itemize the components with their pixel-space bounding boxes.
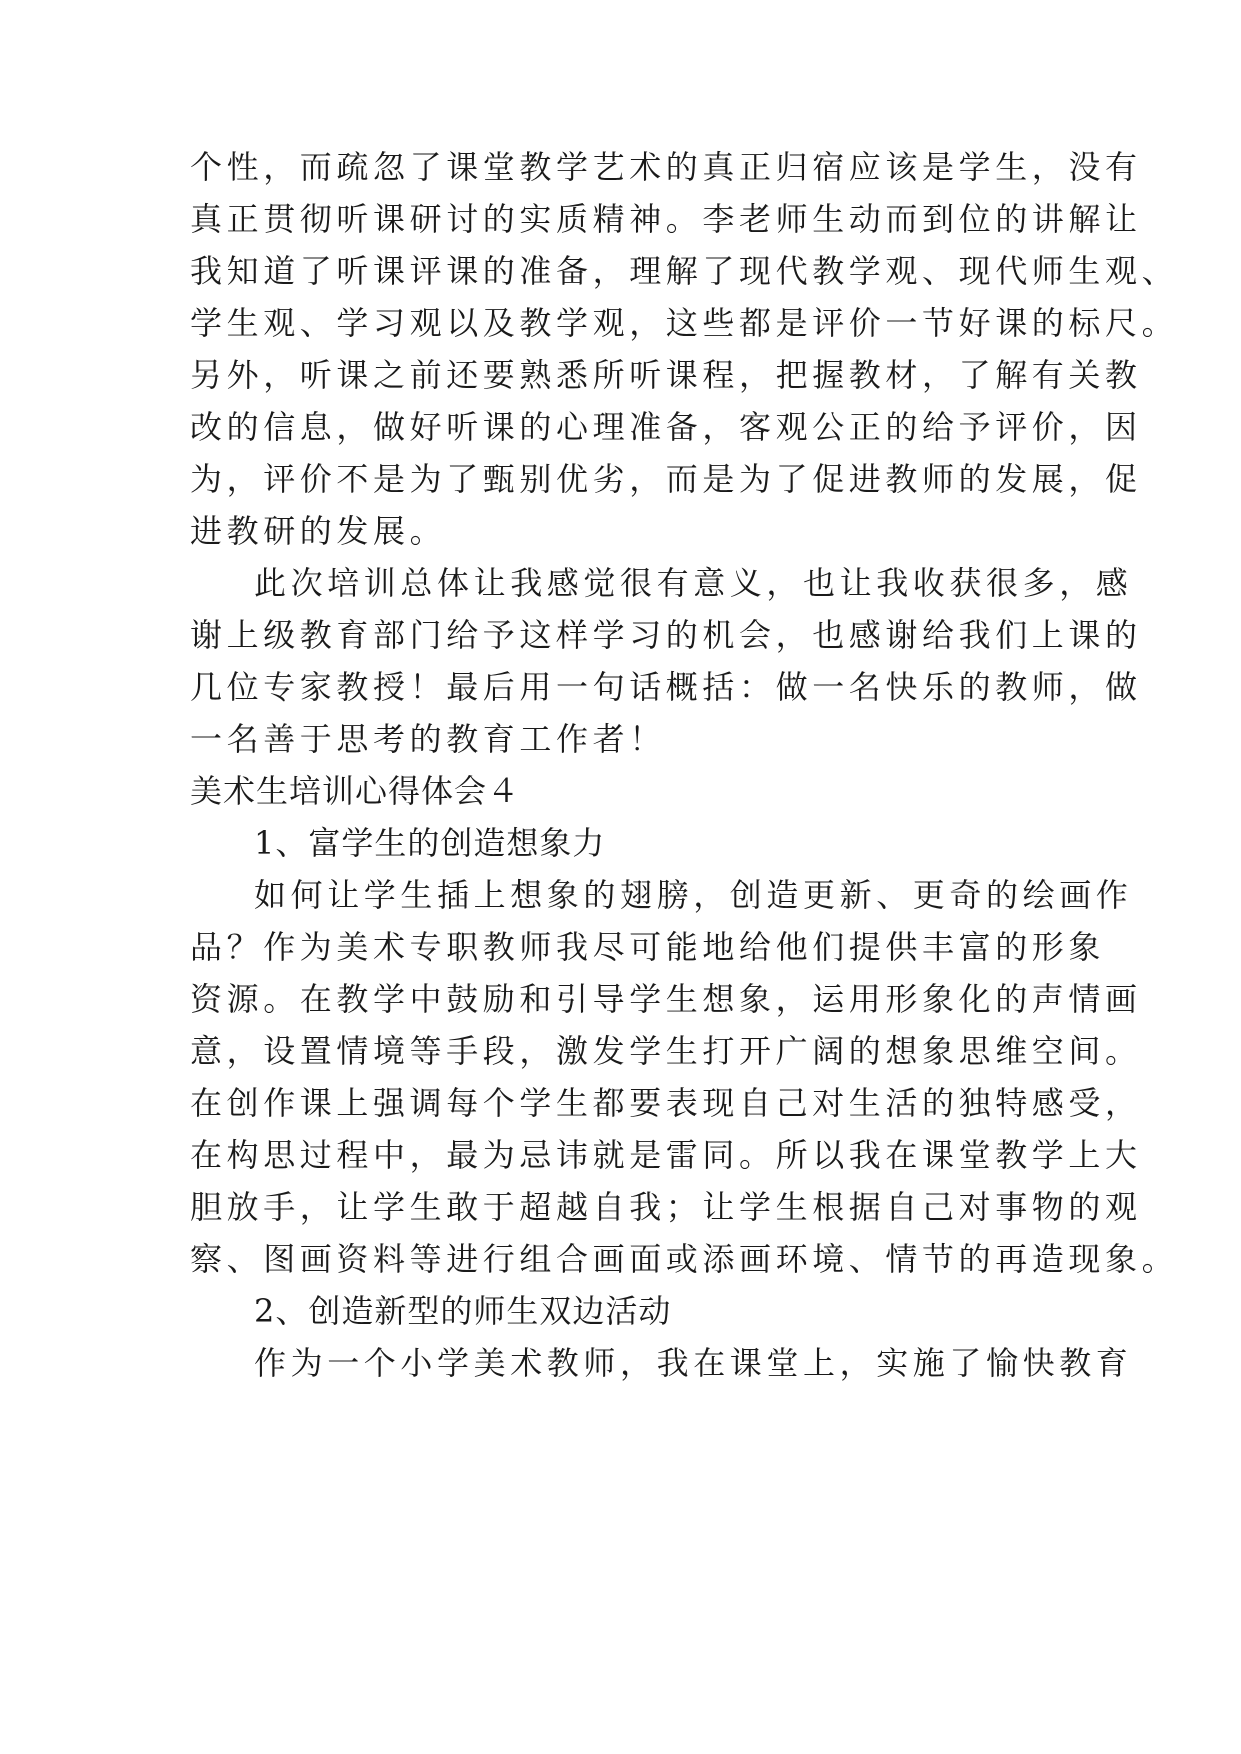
text-line: 学生观、学习观以及教学观，这些都是评价一节好课的标尺。	[190, 304, 1179, 342]
text-line: 意，设置情境等手段，激发学生打开广阔的想象思维空间。	[190, 1032, 1142, 1070]
text-line: 几位专家教授！最后用一句话概括：做一名快乐的教师，做	[190, 668, 1142, 706]
text-line: 此次培训总体让我感觉很有意义，也让我收获很多，感	[254, 564, 1133, 602]
text-line: 进教研的发展。	[190, 512, 447, 550]
text-line: 察、图画资料等进行组合画面或添画环境、情节的再造现象。	[190, 1240, 1179, 1278]
text-line: 如何让学生插上想象的翅膀，创造更新、更奇的绘画作	[254, 876, 1133, 914]
section-title: 美术生培训心得体会４	[190, 772, 521, 810]
text-line: 在构思过程中，最为忌讳就是雷同。所以我在课堂教学上大	[190, 1136, 1142, 1174]
text-line: 在创作课上强调每个学生都要表现自己对生活的独特感受，	[190, 1084, 1142, 1122]
subheading-1: 1、富学生的创造想象力	[254, 824, 606, 862]
text-line: 品？作为美术专职教师我尽可能地给他们提供丰富的形象	[190, 928, 1106, 966]
text-line: 改的信息，做好听课的心理准备，客观公正的给予评价，因	[190, 408, 1142, 446]
text-line: 作为一个小学美术教师，我在课堂上，实施了愉快教育	[254, 1344, 1133, 1382]
text-line: 胆放手，让学生敢于超越自我；让学生根据自己对事物的观	[190, 1188, 1142, 1226]
text-line: 谢上级教育部门给予这样学习的机会，也感谢给我们上课的	[190, 616, 1142, 654]
text-line: 另外，听课之前还要熟悉所听课程，把握教材，了解有关教	[190, 356, 1142, 394]
subheading-2: 2、创造新型的师生双边活动	[254, 1292, 672, 1330]
text-line: 个性，而疏忽了课堂教学艺术的真正归宿应该是学生，没有	[190, 148, 1142, 186]
text-line: 为，评价不是为了甄别优劣，而是为了促进教师的发展，促	[190, 460, 1142, 498]
text-line: 一名善于思考的教育工作者！	[190, 720, 666, 758]
text-line: 资源。在教学中鼓励和引导学生想象，运用形象化的声情画	[190, 980, 1142, 1018]
text-line: 真正贯彻听课研讨的实质精神。李老师生动而到位的讲解让	[190, 200, 1142, 238]
text-line: 我知道了听课评课的准备，理解了现代教学观、现代师生观、	[190, 252, 1179, 290]
